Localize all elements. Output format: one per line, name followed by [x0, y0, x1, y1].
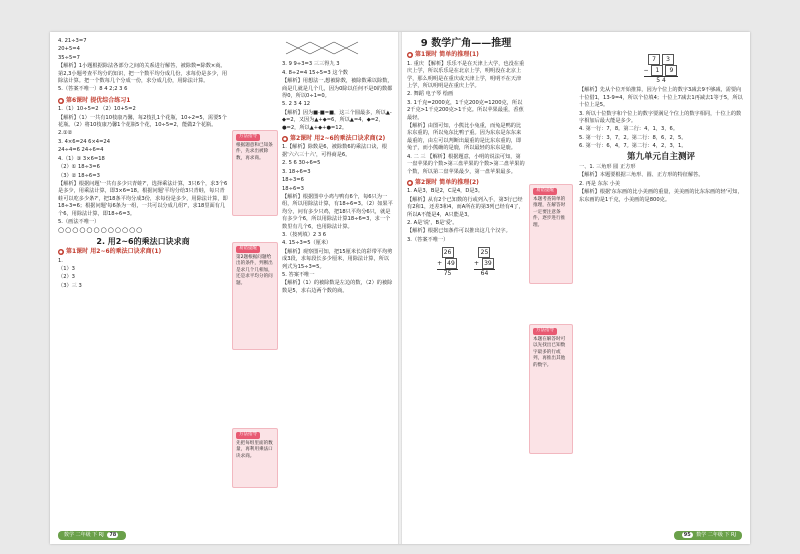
text-line: 一、1. 三角形 圆 正方形: [579, 164, 636, 171]
text-line: 35÷5=7: [58, 54, 80, 61]
unit-test-title: 第九单元自主测评: [626, 151, 695, 162]
sidebar-text: 先把每组里面的数量，再利用乘法口诀求商。: [236, 440, 273, 459]
lesson-title: 第1课时 简单的推理(1): [415, 51, 479, 59]
text-line: 4. 15÷3=5（厘米）: [282, 240, 332, 247]
lesson-bullet-icon: ●: [408, 179, 412, 185]
chapter-title: 9 数学广角——推理: [420, 38, 512, 49]
difference-digit: 5: [656, 77, 661, 84]
sidebar-note: [529, 184, 573, 284]
sidebar-text: 第2题根据问题给出的条件，判断出是求几个几相加，还是求平均分的问题。: [236, 254, 273, 286]
line-diagram: [282, 40, 394, 59]
left-page: [50, 32, 399, 544]
text-line: 【解析】根据图中小鸡与鸭有6个，每6只为一组，所以用除法计算，有18÷6=3。（2）如果平均分，问有多少只鸡，把18只平均分6只，就是有多少个6，所以用除法计算18÷6=3，求一个数里有几个6，也用除法计算。: [282, 193, 393, 230]
left-column-1: [58, 38, 228, 291]
lesson-heading: [282, 135, 394, 142]
text-line: 【解析】本题要根据三角形、圆、正方形的特征解答。: [579, 172, 704, 179]
text-line: 5.（答案不唯一）8 4 2;2 3 6: [58, 86, 128, 93]
footer-label: 数学 二年级 下 RJ: [64, 532, 104, 538]
text-line: 2. 再是 东东 小美: [579, 180, 621, 187]
left-column-2: [282, 38, 394, 296]
text-line: 【解析】（1）一共有10枝康乃馨，每2枝扎1个花瓶，10÷2=5，需要5个花瓶。（2）将10枝康乃馨1个花瓶5个花，10÷5=2，能做2个花瓶。: [58, 114, 227, 129]
text-line: 1. 重庆 【解析】乐乐不是在天津上大学，也没在重庆上学，所以乐乐是在北京上学，明明没在北京上学，那么明明是在重庆或天津上学，明明不在天津上学，所以明明是在重庆上学。: [407, 60, 525, 90]
text-line: 5. 答案不唯一: [282, 271, 315, 278]
sidebar-note: [232, 130, 278, 216]
lesson-title: 第2课时 用2~6的乘法口诀求商(2): [290, 135, 386, 143]
text-line: 3. 所以十位数字和个位上的数字要满足个位上的数字相同，十位上的数字相加后最大能是多少。: [579, 110, 742, 125]
lesson-bullet-icon: ●: [59, 97, 63, 103]
text-line: 4. 第一行：7，8。第二行：4，1，3，6。: [579, 126, 679, 133]
digit-box: 7: [648, 54, 660, 65]
text-line: 5. 2 3 4 12: [282, 101, 311, 108]
text-line: 【解析】观察图可知，把15厘米长的彩带平均剪成3段，求每段长多少厘米，用除法计算，所以列式为15÷3=5。: [282, 248, 393, 270]
page-footer: [674, 531, 742, 540]
lesson-heading: [58, 248, 228, 255]
text-line: 1. A是3，B是2，C是4，D是3。: [407, 188, 484, 195]
sidebar-note: [232, 242, 278, 350]
digit-box: 25: [478, 247, 490, 258]
text-line: 5.（画法不唯一）: [58, 218, 100, 225]
text-line: 3.（按列填）2 3 6: [282, 231, 327, 238]
text-line: 4. 8÷2=4 15÷5=3 这个数: [282, 69, 348, 76]
digit-box: 3: [662, 54, 674, 65]
text-line: 20+5=4: [58, 46, 80, 53]
page-footer: [58, 531, 126, 540]
text-line: 2. 5 6 30÷6=5: [282, 160, 321, 167]
digit-box: 39: [482, 258, 494, 269]
vertical-addition: 25 + 39 64: [474, 247, 495, 277]
text-line: 24÷4=6 24÷6=4: [58, 147, 104, 154]
page-number: 95: [683, 532, 691, 538]
sidebar-tag: 易错提醒: [236, 246, 260, 253]
sum-value: 64: [480, 270, 489, 278]
text-line: 4.（1）③ 3×6=18: [58, 155, 105, 162]
text-line: 1.: [58, 257, 63, 264]
footer-label: 数学 二年级 下 RJ: [696, 532, 736, 538]
sidebar-text: 根据题意和已知条件，先求出被除数，再求商。: [236, 142, 273, 161]
lesson-heading: [407, 179, 525, 186]
difference-digit: 4: [661, 77, 666, 84]
text-line: 【解析】根据已知条件可以推出这几个汉字。: [407, 228, 511, 235]
vertical-addition: 26 + 49 75: [437, 247, 458, 277]
text-line: 【解析】用想法一,想被除数，被除数乘以除数，商是几就是几个几，因为0除以任何不是0的数都得0，所以0÷1=0。: [282, 78, 393, 100]
book-spread: [50, 32, 750, 544]
text-line: 1.（1）10÷5=2 （2）10+5=2: [58, 106, 136, 113]
sidebar-tag: 方法指导: [533, 328, 557, 335]
text-line: 18÷6=3: [282, 185, 304, 192]
digit-box: 9: [665, 65, 677, 76]
subtraction-block: 7 3 − 1 9 5 4: [644, 54, 679, 84]
text-line: 【解析】1小题根据除法各部分之间的关系进行解答，被除数=除数×商。第2,3小题考查平均分的知识，把一个数平均分成几份，求每份是多少，用除法计算。把一个数每几个分成一份，求分成几份，用除法计算。: [58, 63, 228, 85]
text-line: 【解析】根据问题'一共有多少只青蛙?'，选择乘法计算，3只6个，求3个6是多少，用乘法计算，即3×6=18。根据问题'平均分给3只青蛙，每只青蛙可以吃多少条?'，把18条平均分成3份，求每份是多少，用除法计算，即18÷3=6；根据问题'每6条为一组，一共可以分成几组?'，求18里面有几个6，用除法计算，即18÷6=3。: [58, 180, 228, 217]
text-line: 【解析】因为■-■=■，这三个圆最多，所以▲-◆=2，又因为▲+◆=6，所以▲=4，◆=2，●=2，所以▲+◆+●=12。: [282, 109, 392, 131]
lesson-title: 第1课时 用2~6的乘法口诀求商(1): [66, 248, 162, 256]
text-line: 【解析】由图可知，小熊比小兔重，而兔是鸭的比东东重的，所以兔东比鸭子重。因为东东是东东来最重的，由左可以判断出最重的是比东东重的，即兔子，而小熊确的是鹿，所以最轻的东东是鹿。: [407, 123, 522, 152]
text-line: 3. 18÷6=3: [282, 168, 311, 175]
chapter-heading: 2. 用2~6的乘法口诀求商: [96, 236, 190, 246]
text-line: 【解析】根据'东东画的比小美画的重量，美美画的比东东画的轻'可知，东东画的是1千克，小美画的是800克。: [579, 189, 743, 203]
lesson-title: 第6课时 提优综合练习1: [66, 96, 131, 104]
text-line: 18÷3=6: [282, 177, 304, 184]
right-page: [401, 32, 750, 544]
text-line: 3. 1千克=2000克，1千克200克=1200克，所以2千克>1千克200克>1千克。所以苹果最重，香蕉最轻。: [407, 99, 524, 121]
text-line: 【解析】从有2个已知数的行或列入手，第3行已经有2和1，还差3和4，而A所在的第3列已经有4了，所以A不能是4，A只能是3。: [407, 196, 524, 218]
sidebar-tag: 易错提醒: [533, 188, 557, 195]
lesson-bullet-icon: ●: [59, 248, 63, 254]
text-line: 2.①②: [58, 130, 73, 137]
right-column-2: [579, 38, 743, 205]
text-line: 3. 9 9÷3=3 三三得九 3: [282, 61, 340, 68]
text-line: （1）3: [58, 265, 75, 272]
text-line: 2. A是'说'，B是'爱'。: [407, 219, 458, 226]
digit-box: 49: [445, 258, 457, 269]
text-line: （3）三 3: [58, 282, 82, 289]
page-number: 78: [109, 532, 117, 538]
digit-box: 1: [651, 65, 663, 76]
text-line: 1.【解析】除数是6，被除数6的乘法口诀，根据'六六三十六'，可得商是6。: [282, 144, 387, 158]
lesson-heading: [58, 97, 228, 104]
digit-box: 26: [442, 247, 454, 258]
sidebar-note: [232, 428, 278, 488]
circle-drawing: ○○○○○○○○○○○○: [58, 226, 144, 235]
right-column-1: [407, 38, 525, 281]
sidebar-text: 本题在解答时可以先找出已知数字最多的行或列，再推出其他的数字。: [533, 336, 566, 368]
lesson-title: 第2课时 简单的推理(2): [415, 178, 479, 186]
sidebar-text: 本题考查简单的推理，在解答时一定要注意条件，逐步进行推理。: [533, 196, 566, 228]
lesson-bullet-icon: ●: [408, 52, 412, 58]
text-line: 6. 第一行：6，4，7。第二行：4，2，3，1。: [579, 143, 687, 150]
text-line: （3）② 18÷6=3: [58, 172, 100, 179]
sidebar-note: [529, 324, 573, 454]
vertical-subtraction: [579, 54, 743, 84]
sidebar-tag: 方法指导: [236, 134, 260, 141]
text-line: 4. 21÷3=7: [58, 38, 87, 44]
text-line: （2）① 18÷3=6: [58, 164, 100, 171]
lesson-heading: [407, 51, 525, 58]
text-line: 【解析】（1）的被除数是左边的数，（2）的被除数是5，求右边两个数的商。: [282, 280, 393, 294]
vertical-addition-group: [407, 247, 525, 277]
text-line: 3. 4×6=24 6×4=24: [58, 138, 111, 145]
text-line: 3.（答案不唯一）: [407, 236, 449, 243]
sidebar-tag: 方法指导: [236, 432, 260, 439]
text-line: 【解析】先从个位开始推算，因为个位上的数字3减去9不够减，需要向十位借1，13-9=4，所以个位填4；十位上7减去1再减去1等于5，所以十位上是5。: [579, 87, 743, 109]
lesson-bullet-icon: ●: [283, 135, 287, 141]
crossing-lines-diagram: [282, 40, 362, 56]
text-line: 5. 第一行：3，7，2。第二行：8，6，2，5。: [579, 134, 687, 141]
text-line: 4. 二 三 【解析】根据题意，小明的说法可知，第一盘苹果的个数>第三盘苹果的个数>第二盘苹果的个数，所以第二盘苹果最少，第一盘苹果最多。: [407, 153, 525, 175]
sum-value: 75: [443, 270, 452, 278]
text-line: （2）3: [58, 274, 75, 281]
text-line: 2. 舞蹈 电子琴 绘画: [407, 91, 454, 98]
